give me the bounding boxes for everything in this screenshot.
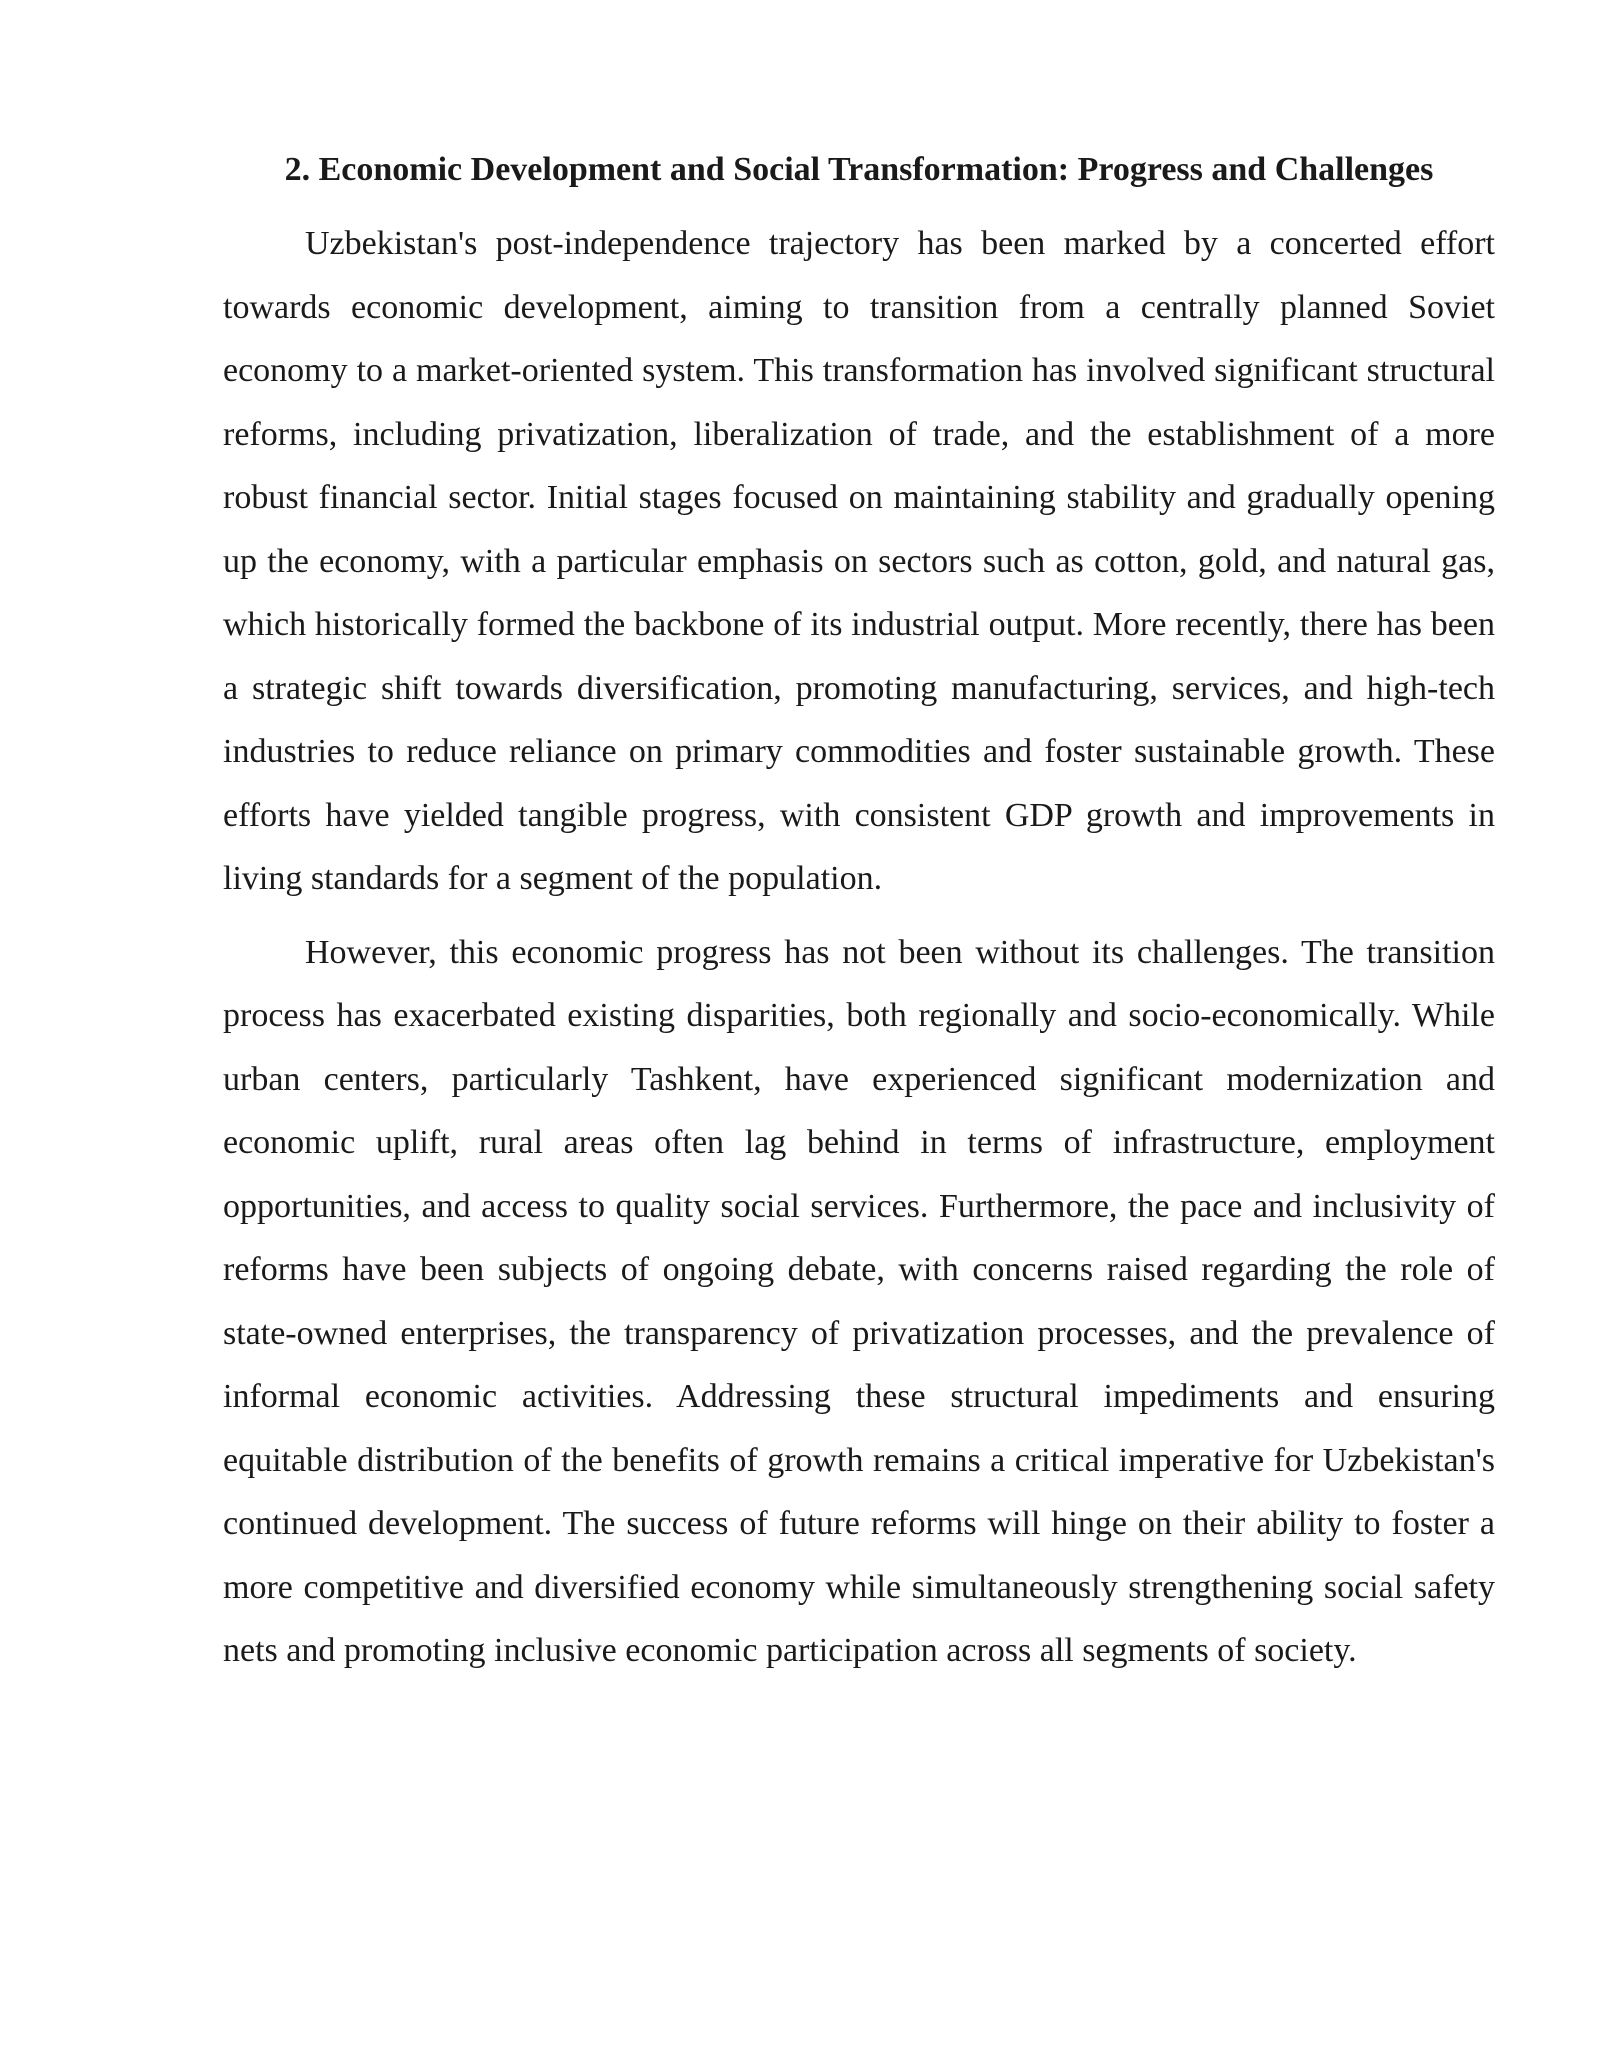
document-content — [223, 142, 1495, 1693]
section-heading: 2. Economic Development and Social Transformation: Progress and Challenges — [284, 151, 1434, 188]
body-paragraph-2: However, this economic progress has not been without its challenges. The transition process has exacerbated existing disparities, both regionally and socio-economically. While urban centers, particularly Tashkent, have experienced significant modernization and economic uplift, rural areas often lag behind in terms of infrastructure, employment opportunities, and access to quality social services. Furthermore, the pace and inclusivity of reforms have been subjects of ongoing debate, with concerns raised regarding the role of state-owned enterprises, the transparency of privatization processes, and the prevalence of informal economic activities. Addressing these structural impediments and ensuring equitable distribution of the benefits of growth remains a critical imperative for Uzbekistan's continued development. The success of future reforms will hinge on their ability to foster a more competitive and diversified economy while simultaneously strengthening social safety nets and promoting inclusive economic participation across all segments of society. — [223, 933, 1495, 1669]
body-paragraph-1: Uzbekistan's post-independence trajectory has been marked by a concerted effort towards economic development, aiming to transition from a centrally planned Soviet economy to a market-oriented system. This transformation has involved significant structural reforms, including privatization, liberalization of trade, and the establishment of a more robust financial sector. Initial stages focused on maintaining stability and gradually opening up the economy, with a particular emphasis on sectors such as cotton, gold, and natural gas, which historically formed the backbone of its industrial output. More recently, there has been a strategic shift towards diversification, promoting manufacturing, services, and high-tech industries to reduce reliance on primary commodities and foster sustainable growth. These efforts have yielded tangible progress, with consistent GDP growth and improvements in living standards for a segment of the population. — [223, 225, 1495, 897]
